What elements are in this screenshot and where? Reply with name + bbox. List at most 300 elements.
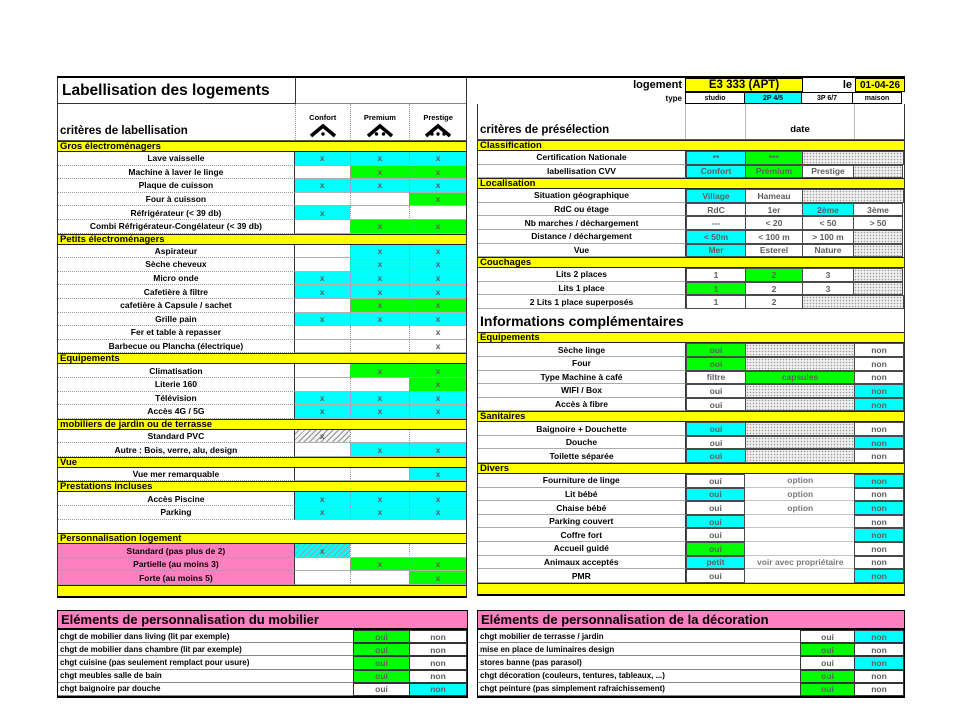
value-cell[interactable]: Confort: [686, 165, 746, 179]
table-row: [58, 285, 466, 299]
table-row: [58, 220, 466, 234]
row-label: Lits 1 place: [478, 282, 686, 296]
value-cell[interactable]: [853, 282, 903, 296]
value-cell[interactable]: [350, 206, 410, 220]
value-cell[interactable]: x: [409, 313, 466, 327]
table-row: [478, 656, 904, 669]
value-cell[interactable]: x: [295, 492, 350, 506]
value-cell[interactable]: oui: [686, 542, 746, 556]
row-label: Partielle (au moins 3): [58, 558, 295, 572]
value-cell[interactable]: [745, 436, 855, 450]
value-cell[interactable]: x: [350, 313, 410, 327]
section-header: Equipements: [58, 353, 466, 364]
table-row: [58, 326, 466, 340]
preselection-header-row: [478, 104, 904, 140]
value-cell[interactable]: Esterel: [745, 244, 803, 258]
value-cell[interactable]: x: [409, 245, 466, 259]
roof-2-dots-icon: [365, 123, 395, 138]
row-label: Grille pain: [58, 313, 295, 327]
table-row: [58, 443, 466, 457]
labellisation-table: [57, 78, 467, 598]
type-option-2p-4-5[interactable]: 2P 4/5: [744, 92, 802, 104]
row-label: Accès 4G / 5G: [58, 405, 295, 419]
value-cell[interactable]: x: [409, 443, 466, 457]
table-row: [478, 203, 904, 217]
value-cell[interactable]: oui: [686, 528, 746, 542]
value-cell[interactable]: option: [745, 488, 855, 502]
table-row: [478, 528, 904, 542]
value-cell[interactable]: x: [409, 492, 466, 506]
level-col-confort: [295, 104, 350, 140]
table-row: [58, 378, 466, 392]
value-cell[interactable]: non: [854, 656, 904, 669]
value-cell[interactable]: x: [350, 179, 410, 193]
table-row: [478, 371, 904, 385]
value-cell[interactable]: < 20: [745, 216, 803, 230]
value-cell[interactable]: 2: [745, 295, 803, 309]
value-cell[interactable]: 2ème: [802, 203, 854, 217]
row-label: Parking: [58, 506, 295, 520]
value-cell[interactable]: oui: [686, 515, 746, 529]
row-label: chgt meubles salle de bain: [58, 670, 354, 683]
value-cell[interactable]: x: [350, 220, 410, 234]
value-cell[interactable]: [350, 571, 410, 585]
table-row: [478, 556, 904, 570]
value-cell[interactable]: [295, 166, 350, 180]
value-cell[interactable]: [745, 515, 855, 529]
value-cell[interactable]: x: [409, 405, 466, 419]
value-cell[interactable]: 1er: [745, 203, 803, 217]
value-cell[interactable]: x: [409, 326, 466, 340]
table-row: [478, 384, 904, 398]
table-row: [478, 295, 904, 309]
row-label: Forte (au moins 5): [58, 571, 295, 585]
value-cell[interactable]: non: [854, 683, 904, 696]
value-cell[interactable]: x: [350, 405, 410, 419]
type-option-studio[interactable]: studio: [685, 92, 745, 104]
value-cell[interactable]: x: [350, 285, 410, 299]
value-cell[interactable]: x: [295, 392, 350, 406]
roof-3-dots-icon: [423, 123, 453, 138]
value-cell[interactable]: Hameau: [745, 189, 803, 203]
value-cell[interactable]: RdC: [686, 203, 746, 217]
table-row: [58, 299, 466, 313]
value-cell[interactable]: [295, 258, 350, 272]
value-cell[interactable]: filtre: [686, 371, 746, 385]
table-row: [58, 558, 466, 572]
le-label: le: [842, 79, 852, 91]
row-label: Vue: [478, 244, 686, 258]
decoration-table-title: Eléments de personnalisation de la décoration: [478, 611, 904, 630]
table-row: [478, 436, 904, 450]
value-cell[interactable]: non: [854, 670, 904, 683]
value-cell[interactable]: x: [350, 392, 410, 406]
value-cell[interactable]: [745, 357, 855, 371]
value-cell[interactable]: non: [854, 528, 904, 542]
row-label: chgt de mobilier dans living (lit par exemple): [58, 630, 354, 643]
value-cell[interactable]: Village: [686, 189, 746, 203]
value-cell[interactable]: 2: [745, 268, 803, 282]
section-header: Gros électroménagers: [58, 141, 466, 152]
value-cell[interactable]: [802, 151, 904, 165]
value-cell[interactable]: x: [295, 506, 350, 520]
value-cell[interactable]: oui: [686, 569, 746, 583]
value-cell[interactable]: non: [854, 449, 904, 463]
value-cell[interactable]: oui: [353, 670, 410, 683]
table-row: [478, 216, 904, 230]
value-cell[interactable]: x: [350, 492, 410, 506]
value-cell[interactable]: x: [409, 299, 466, 313]
value-cell[interactable]: [853, 268, 903, 282]
spacer-row: [58, 520, 466, 534]
table-row: [478, 357, 904, 371]
section-header: Classification: [478, 140, 904, 151]
value-cell[interactable]: [350, 468, 410, 482]
value-cell[interactable]: oui: [686, 422, 746, 436]
row-label: Nb marches / déchargement: [478, 216, 686, 230]
value-cell[interactable]: capsules: [745, 371, 855, 385]
value-cell[interactable]: oui: [800, 670, 855, 683]
value-cell[interactable]: 3ème: [853, 203, 903, 217]
value-cell[interactable]: non: [854, 515, 904, 529]
value-cell[interactable]: oui: [800, 643, 855, 656]
value-cell[interactable]: [745, 398, 855, 412]
value-cell[interactable]: [853, 165, 903, 179]
table-row: [478, 449, 904, 463]
row-label: Type Machine à café: [478, 371, 686, 385]
info-complementaires-title: Informations complémentaires: [478, 309, 904, 332]
value-cell[interactable]: x: [350, 245, 410, 259]
value-cell[interactable]: [295, 558, 350, 572]
value-cell[interactable]: [802, 295, 904, 309]
value-cell[interactable]: x: [350, 152, 410, 166]
row-label: Lit bébé: [478, 488, 686, 502]
table-row: [478, 683, 904, 696]
value-cell[interactable]: < 100 m: [745, 230, 803, 244]
section-header: Personnalisation logement: [58, 533, 466, 544]
value-cell[interactable]: x: [350, 443, 410, 457]
date-header-label: date: [745, 104, 854, 139]
value-cell[interactable]: > 100 m: [802, 230, 854, 244]
value-cell[interactable]: x: [409, 258, 466, 272]
row-label: Aspirateur: [58, 245, 295, 259]
value-cell[interactable]: [745, 422, 855, 436]
table-row: [478, 630, 904, 643]
table-row: [478, 542, 904, 556]
value-cell[interactable]: [295, 378, 350, 392]
value-cell[interactable]: oui: [686, 488, 746, 502]
value-cell[interactable]: oui: [686, 501, 746, 515]
value-cell[interactable]: 1: [686, 282, 746, 296]
value-cell[interactable]: non: [854, 501, 904, 515]
row-label: Accès à fibre: [478, 398, 686, 412]
bottom-right-body: [478, 630, 904, 696]
section-header: mobiliers de jardin ou de terrasse: [58, 419, 466, 430]
value-cell[interactable]: [409, 544, 466, 558]
value-cell[interactable]: x: [409, 378, 466, 392]
value-cell[interactable]: oui: [686, 384, 746, 398]
value-cell[interactable]: non: [854, 357, 904, 371]
value-cell[interactable]: [295, 220, 350, 234]
table-row: [58, 258, 466, 272]
row-label: Parking couvert: [478, 515, 686, 529]
type-option-3p-6-7[interactable]: 3P 6/7: [801, 92, 853, 104]
row-label: Baignoire + Douchette: [478, 422, 686, 436]
value-cell[interactable]: non: [854, 556, 904, 570]
value-cell[interactable]: oui: [686, 449, 746, 463]
value-cell[interactable]: [745, 384, 855, 398]
value-cell[interactable]: oui: [353, 630, 410, 643]
row-label: Micro onde: [58, 272, 295, 286]
value-cell[interactable]: oui: [686, 343, 746, 357]
value-cell[interactable]: [295, 443, 350, 457]
row-label: Literie 160: [58, 378, 295, 392]
row-label: chgt de mobilier dans chambre (lit par exemple): [58, 643, 354, 656]
table-row: [58, 670, 467, 683]
row-label: Lave vaisselle: [58, 152, 295, 166]
row-label: Accès Piscine: [58, 492, 295, 506]
value-cell[interactable]: x: [350, 299, 410, 313]
value-cell[interactable]: [295, 326, 350, 340]
value-cell[interactable]: x: [350, 272, 410, 286]
value-cell[interactable]: 1: [686, 295, 746, 309]
value-cell[interactable]: [295, 364, 350, 378]
value-cell[interactable]: x: [409, 392, 466, 406]
row-label: chgt peinture (pas simplement rafraichissement): [478, 683, 801, 696]
value-cell[interactable]: voir avec propriétaire: [745, 556, 855, 570]
left-table-body: [58, 141, 466, 596]
value-cell[interactable]: [745, 528, 855, 542]
row-label: Télévision: [58, 392, 295, 406]
row-label: cafetière à Capsule / sachet: [58, 299, 295, 313]
value-cell[interactable]: < 50m: [686, 230, 746, 244]
value-cell[interactable]: < 50: [802, 216, 854, 230]
date-value-cell[interactable]: 01-04-26: [855, 78, 905, 92]
value-cell[interactable]: [853, 230, 903, 244]
table-row: [478, 165, 904, 179]
value-cell[interactable]: [409, 206, 466, 220]
table-row: [58, 179, 466, 193]
value-cell[interactable]: oui: [686, 357, 746, 371]
value-cell[interactable]: option: [745, 501, 855, 515]
row-label: Four à cuisson: [58, 193, 295, 207]
value-cell[interactable]: x: [409, 506, 466, 520]
value-cell[interactable]: [350, 326, 410, 340]
value-cell[interactable]: ---: [686, 216, 746, 230]
value-cell[interactable]: x: [295, 313, 350, 327]
value-cell[interactable]: Prestige: [802, 165, 854, 179]
mobilier-table-title: Eléments de personnalisation du mobilier: [58, 611, 467, 630]
value-cell[interactable]: non: [854, 630, 904, 643]
value-cell[interactable]: oui: [800, 630, 855, 643]
value-cell[interactable]: x: [409, 558, 466, 572]
value-cell[interactable]: oui: [353, 683, 410, 696]
row-label: Combi Réfrigérateur-Congélateur (< 39 db): [58, 220, 295, 234]
value-cell[interactable]: x: [350, 506, 410, 520]
value-cell[interactable]: [853, 244, 903, 258]
value-cell[interactable]: non: [854, 474, 904, 488]
value-cell[interactable]: [295, 299, 350, 313]
row-label: Sèche cheveux: [58, 258, 295, 272]
table-row: [58, 245, 466, 259]
value-cell[interactable]: x: [409, 179, 466, 193]
value-cell[interactable]: non: [854, 343, 904, 357]
table-row: [478, 515, 904, 529]
value-cell[interactable]: [745, 343, 855, 357]
value-cell[interactable]: 2: [745, 282, 803, 296]
labellisation-header-row: [58, 104, 466, 141]
value-cell[interactable]: [295, 340, 350, 354]
value-cell[interactable]: 1: [686, 268, 746, 282]
level-label: Confort: [309, 113, 337, 122]
logement-value-cell[interactable]: E3 333 (APT): [685, 78, 803, 92]
value-cell[interactable]: x: [295, 544, 350, 558]
value-cell[interactable]: x: [350, 258, 410, 272]
value-cell[interactable]: x: [409, 364, 466, 378]
row-label: Accueil guidé: [478, 542, 686, 556]
value-cell[interactable]: non: [854, 384, 904, 398]
row-label: Machine à laver le linge: [58, 166, 295, 180]
value-cell[interactable]: [802, 189, 904, 203]
value-cell[interactable]: non: [854, 569, 904, 583]
value-cell[interactable]: 3: [802, 282, 854, 296]
value-cell[interactable]: Nature: [802, 244, 854, 258]
value-cell[interactable]: Mer: [686, 244, 746, 258]
value-cell[interactable]: non: [854, 436, 904, 450]
value-cell[interactable]: [350, 430, 410, 444]
value-cell[interactable]: > 50: [853, 216, 903, 230]
value-cell[interactable]: x: [350, 364, 410, 378]
section-header: Couchages: [478, 257, 904, 268]
level-col-prestige: [409, 104, 466, 140]
value-cell[interactable]: oui: [686, 398, 746, 412]
value-cell[interactable]: non: [409, 643, 467, 656]
value-cell[interactable]: [745, 542, 855, 556]
value-cell[interactable]: [409, 430, 466, 444]
value-cell[interactable]: petit: [686, 556, 746, 570]
value-cell[interactable]: x: [295, 206, 350, 220]
value-cell[interactable]: [745, 449, 855, 463]
value-cell[interactable]: x: [295, 430, 350, 444]
value-cell[interactable]: non: [854, 542, 904, 556]
row-label: labellisation CVV: [478, 165, 686, 179]
row-label: RdC ou étage: [478, 203, 686, 217]
value-cell[interactable]: non: [854, 488, 904, 502]
value-cell[interactable]: [350, 193, 410, 207]
value-cell[interactable]: x: [295, 152, 350, 166]
table-row: [58, 506, 466, 520]
right-table-body: [478, 140, 904, 594]
value-cell[interactable]: [295, 193, 350, 207]
title-row-filler: [296, 78, 466, 104]
table-row: [58, 405, 466, 419]
value-cell[interactable]: x: [409, 571, 466, 585]
preselection-table: [477, 104, 905, 596]
right-criteria-label: critères de présélection: [480, 124, 610, 136]
value-cell[interactable]: non: [409, 630, 467, 643]
type-option-maison[interactable]: maison: [852, 92, 902, 104]
value-cell[interactable]: non: [854, 398, 904, 412]
value-cell[interactable]: [295, 245, 350, 259]
value-cell[interactable]: 3: [802, 268, 854, 282]
value-cell[interactable]: Prémium: [745, 165, 803, 179]
roof-1-dot-icon: [308, 123, 338, 138]
value-cell[interactable]: x: [409, 272, 466, 286]
row-label: chgt cuisine (pas seulement remplact pour usure): [58, 656, 354, 669]
value-cell[interactable]: oui: [686, 474, 746, 488]
value-cell[interactable]: option: [745, 474, 855, 488]
value-cell[interactable]: x: [295, 285, 350, 299]
row-label: Climatisation: [58, 364, 295, 378]
table-row: [478, 501, 904, 515]
table-row: [58, 392, 466, 406]
value-cell[interactable]: [350, 544, 410, 558]
value-cell[interactable]: non: [854, 422, 904, 436]
table-row: [58, 643, 467, 656]
value-cell[interactable]: x: [350, 558, 410, 572]
row-label: Plaque de cuisson: [58, 179, 295, 193]
value-cell[interactable]: x: [409, 193, 466, 207]
row-label: Certification Nationale: [478, 151, 686, 165]
value-cell[interactable]: oui: [353, 643, 410, 656]
value-cell[interactable]: [295, 468, 350, 482]
value-cell[interactable]: oui: [800, 656, 855, 669]
value-cell[interactable]: x: [295, 272, 350, 286]
left-criteria-label: critères de labellisation: [60, 125, 188, 137]
value-cell[interactable]: non: [854, 643, 904, 656]
row-label: Standard PVC: [58, 430, 295, 444]
value-cell[interactable]: x: [409, 285, 466, 299]
value-cell[interactable]: oui: [353, 656, 410, 669]
row-label: chgt décoration (couleurs, tentures, tableaux, ...): [478, 670, 801, 683]
table-row: [478, 488, 904, 502]
value-cell[interactable]: non: [854, 371, 904, 385]
yellow-strip: [478, 583, 904, 594]
value-cell[interactable]: ***: [745, 151, 803, 165]
value-cell[interactable]: oui: [800, 683, 855, 696]
value-cell[interactable]: x: [409, 166, 466, 180]
value-cell[interactable]: **: [686, 151, 746, 165]
row-label: Animaux acceptés: [478, 556, 686, 570]
value-cell[interactable]: [745, 569, 855, 583]
table-row: [478, 422, 904, 436]
value-cell[interactable]: x: [409, 152, 466, 166]
bottom-left-body: [58, 630, 467, 696]
value-cell[interactable]: x: [295, 405, 350, 419]
value-cell[interactable]: [350, 340, 410, 354]
level-label: Premium: [363, 113, 396, 122]
value-cell[interactable]: [295, 571, 350, 585]
decoration-personnalisation-table: [477, 610, 905, 698]
value-cell[interactable]: x: [409, 220, 466, 234]
value-cell[interactable]: non: [409, 670, 467, 683]
value-cell[interactable]: [350, 378, 410, 392]
value-cell[interactable]: non: [409, 656, 467, 669]
table-row: [478, 282, 904, 296]
value-cell[interactable]: x: [409, 468, 466, 482]
table-row: [58, 430, 466, 444]
value-cell[interactable]: non: [409, 683, 467, 696]
value-cell[interactable]: x: [295, 179, 350, 193]
value-cell[interactable]: oui: [686, 436, 746, 450]
table-row: [58, 683, 467, 696]
title-row: [58, 78, 466, 104]
row-label: Lits 2 places: [478, 268, 686, 282]
section-header: Petits électroménagers: [58, 234, 466, 245]
value-cell[interactable]: x: [350, 166, 410, 180]
table-row: [478, 670, 904, 683]
value-cell[interactable]: x: [409, 340, 466, 354]
